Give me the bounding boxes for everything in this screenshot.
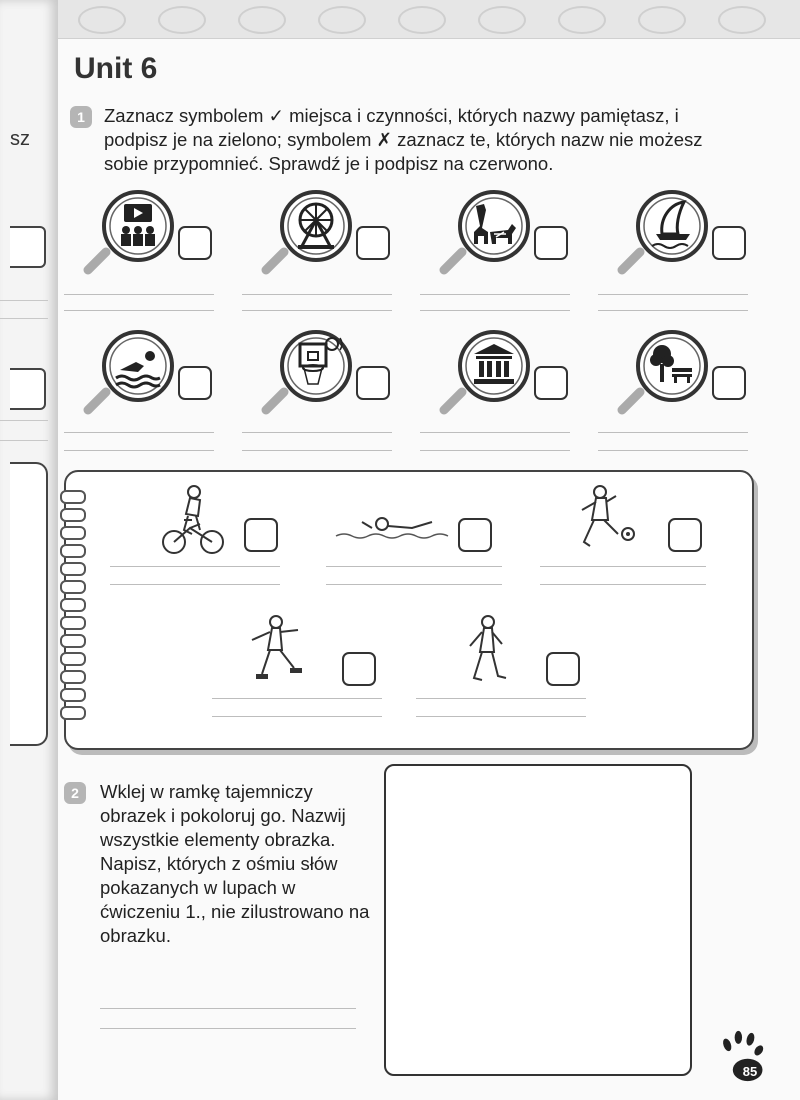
previous-page-checkbox bbox=[10, 368, 46, 410]
writing-line[interactable] bbox=[100, 1008, 356, 1009]
writing-line[interactable] bbox=[420, 310, 570, 311]
writing-line[interactable] bbox=[64, 450, 214, 451]
answer-checkbox[interactable] bbox=[356, 366, 390, 400]
answer-checkbox[interactable] bbox=[534, 226, 568, 260]
writing-line[interactable] bbox=[540, 566, 706, 567]
answer-checkbox[interactable] bbox=[342, 652, 376, 686]
writing-line[interactable] bbox=[416, 698, 586, 699]
spiral-ring bbox=[60, 508, 86, 522]
previous-page-edge bbox=[0, 0, 58, 1100]
owl-pattern-icon bbox=[318, 6, 366, 34]
writing-line[interactable] bbox=[110, 584, 280, 585]
writing-line[interactable] bbox=[598, 450, 748, 451]
writing-line[interactable] bbox=[64, 310, 214, 311]
owl-pattern-icon bbox=[158, 6, 206, 34]
spiral-ring bbox=[60, 562, 86, 576]
exercise-2-instructions: Wklej w ramkę tajemniczy obrazek i pokoloruj go. Nazwij wszystkie elementy obrazka. Napisz, których z ośmiu słów pokazanych w lupach w ćwiczeniu 1., nie zilustrowano na obrazku. bbox=[100, 781, 370, 946]
spiral-ring bbox=[60, 688, 86, 702]
spiral-ring bbox=[60, 670, 86, 684]
answer-checkbox[interactable] bbox=[712, 366, 746, 400]
decorative-header bbox=[58, 0, 800, 39]
writing-line[interactable] bbox=[416, 716, 586, 717]
writing-line[interactable] bbox=[326, 584, 502, 585]
previous-page-panel bbox=[10, 462, 48, 746]
writing-line[interactable] bbox=[420, 294, 570, 295]
owl-pattern-icon bbox=[558, 6, 606, 34]
picture-frame[interactable] bbox=[384, 764, 692, 1076]
exercise-number-badge: 2 bbox=[64, 782, 86, 804]
exercise-number-badge: 1 bbox=[70, 106, 92, 128]
writing-line[interactable] bbox=[110, 566, 280, 567]
writing-line[interactable] bbox=[100, 1028, 356, 1029]
spiral-ring bbox=[60, 634, 86, 648]
spiral-ring bbox=[60, 616, 86, 630]
writing-line[interactable] bbox=[64, 432, 214, 433]
writing-line[interactable] bbox=[540, 584, 706, 585]
spiral-ring bbox=[60, 526, 86, 540]
football-icon bbox=[574, 480, 654, 565]
previous-page-text-fragment: sz bbox=[10, 128, 30, 150]
writing-line[interactable] bbox=[242, 294, 392, 295]
writing-line[interactable] bbox=[212, 698, 382, 699]
owl-pattern-icon bbox=[238, 6, 286, 34]
cycling-icon bbox=[160, 480, 230, 565]
owl-pattern-icon bbox=[78, 6, 126, 34]
answer-checkbox[interactable] bbox=[668, 518, 702, 552]
writing-line[interactable] bbox=[242, 432, 392, 433]
answer-checkbox[interactable] bbox=[534, 366, 568, 400]
rollerskating-icon bbox=[242, 612, 312, 697]
previous-page-checkbox bbox=[10, 226, 46, 268]
writing-line[interactable] bbox=[598, 432, 748, 433]
writing-line[interactable] bbox=[242, 450, 392, 451]
owl-pattern-icon bbox=[638, 6, 686, 34]
answer-checkbox[interactable] bbox=[712, 226, 746, 260]
unit-title: Unit 6 bbox=[74, 52, 158, 85]
exercise-1-instructions: Zaznacz symbolem ✓ miejsca i czynności, których nazwy pamiętasz, i podpisz je na zielono; symbolem ✗ zaznacz te, których nazw nie możesz sobie przypomnieć. Sprawdź je i podpisz na czerwono. bbox=[104, 105, 703, 174]
owl-pattern-icon bbox=[718, 6, 766, 34]
workbook-page bbox=[58, 0, 800, 1100]
page-number: 85 bbox=[742, 1064, 758, 1079]
previous-page-line bbox=[0, 420, 48, 421]
spiral-ring bbox=[60, 652, 86, 666]
answer-checkbox[interactable] bbox=[178, 366, 212, 400]
answer-checkbox[interactable] bbox=[546, 652, 580, 686]
previous-page-line bbox=[0, 300, 48, 301]
writing-line[interactable] bbox=[420, 450, 570, 451]
answer-checkbox[interactable] bbox=[178, 226, 212, 260]
answer-checkbox[interactable] bbox=[356, 226, 390, 260]
writing-line[interactable] bbox=[598, 310, 748, 311]
owl-pattern-icon bbox=[398, 6, 446, 34]
spiral-notebook-panel bbox=[64, 470, 754, 750]
writing-line[interactable] bbox=[420, 432, 570, 433]
writing-line[interactable] bbox=[212, 716, 382, 717]
swimming-boy-icon bbox=[332, 508, 452, 553]
spiral-ring bbox=[60, 544, 86, 558]
walking-icon bbox=[456, 612, 526, 697]
previous-page-line bbox=[0, 318, 48, 319]
writing-line[interactable] bbox=[326, 566, 502, 567]
spiral-ring bbox=[60, 598, 86, 612]
owl-pattern-icon bbox=[478, 6, 526, 34]
writing-line[interactable] bbox=[598, 294, 748, 295]
spiral-ring bbox=[60, 490, 86, 504]
answer-checkbox[interactable] bbox=[244, 518, 278, 552]
writing-line[interactable] bbox=[64, 294, 214, 295]
previous-page-line bbox=[0, 440, 48, 441]
writing-line[interactable] bbox=[242, 310, 392, 311]
answer-checkbox[interactable] bbox=[458, 518, 492, 552]
spiral-ring bbox=[60, 706, 86, 720]
spiral-ring bbox=[60, 580, 86, 594]
